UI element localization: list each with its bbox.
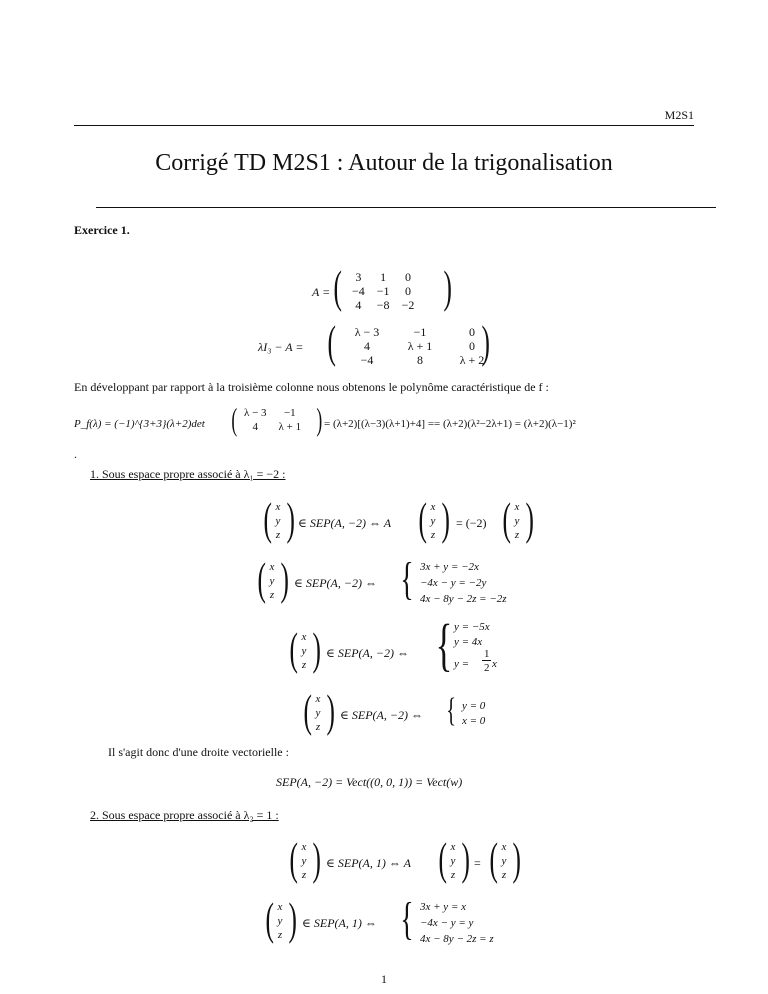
vector-entry: x: [277, 901, 283, 913]
conclusion-text: Il s'agit donc d'une droite vectorielle :: [108, 745, 289, 759]
system-line: 3x + y = x: [420, 901, 466, 913]
eq1-right: = (−2): [456, 516, 487, 530]
left-paren: (: [257, 553, 266, 604]
eq1-mid: ∈ SEP(A, −2) ⇔ A: [298, 516, 392, 530]
matrix-cell: λ + 2: [459, 353, 485, 367]
vector-entry: y: [501, 855, 507, 867]
matrix-cell: −1: [413, 325, 427, 339]
sys1-mid: ∈ SEP(A, −2) ⇔: [294, 576, 377, 590]
charpoly-rhs: = (λ+2)[(λ−3)(λ+1)+4] == (λ+2)(λ²−2λ+1) = (λ+2)(λ−1)²: [324, 418, 576, 430]
vector-xyz: [296, 630, 312, 672]
vector-xyz: [445, 840, 461, 882]
vector-entry: z: [430, 529, 436, 541]
vector-entry: y: [277, 915, 283, 927]
brace: {: [400, 553, 414, 604]
running-head: M2S1: [664, 108, 694, 122]
vector-xyz: [425, 500, 441, 542]
vector-entry: y: [269, 575, 275, 587]
left-paren: (: [489, 833, 498, 884]
vector-entry: z: [301, 869, 307, 881]
matrix-cell: λ + 1: [278, 421, 302, 433]
left-paren: (: [263, 493, 272, 544]
left-paren: (: [231, 401, 238, 437]
vector-entry: z: [450, 869, 456, 881]
right-paren: ): [481, 316, 490, 367]
matrix-cell: λ − 3: [244, 407, 267, 419]
matrix-cell: 0: [469, 339, 475, 353]
system-line: x = 0: [462, 715, 486, 727]
system-line: y = −5x: [454, 621, 490, 633]
matrix-cell: 4: [364, 339, 370, 353]
left-paren: (: [303, 685, 312, 736]
sys2-mid: ∈ SEP(A, −2) ⇔: [326, 646, 409, 660]
left-paren: (: [438, 833, 447, 884]
matrix-cell: 3: [355, 270, 362, 284]
vector-entry: z: [501, 869, 507, 881]
matrix-cell: 0: [469, 325, 475, 339]
vector-entry: x: [269, 561, 275, 573]
vector-entry: y: [301, 645, 307, 657]
frac-bar: [482, 660, 491, 661]
left-paren: (: [418, 493, 427, 544]
matrix-cell: −4: [360, 353, 374, 367]
vector-entry: z: [277, 929, 283, 941]
vector-entry: x: [514, 501, 520, 513]
matrix-a: [346, 270, 420, 312]
system-line: y = 0: [462, 700, 486, 712]
header-rule: [74, 125, 694, 126]
matrix-cell: −4: [352, 284, 365, 298]
brace: {: [446, 692, 457, 729]
matrix-cell: 8: [417, 353, 423, 367]
vector-entry: x: [275, 501, 281, 513]
matrix-cell: λ − 3: [354, 325, 380, 339]
stray-dot: .: [74, 447, 77, 461]
vector-entry: y: [315, 707, 321, 719]
section-1-label: 1. Sous espace propre associé à λ₁ = −2 :: [90, 467, 286, 481]
left-paren: (: [333, 261, 342, 312]
section-2-label: 2. Sous espace propre associé à λ₂ = 1 :: [90, 808, 279, 822]
system-line: 3x + y = −2x: [420, 561, 479, 573]
system-line: −4x − y = −2y: [420, 577, 487, 589]
frac-den: 2: [484, 662, 490, 674]
vector-xyz: [296, 840, 312, 882]
brace: {: [435, 612, 453, 677]
sep-result: SEP(A, −2) = Vect((0, 0, 1)) = Vect(w): [276, 775, 463, 789]
right-paren: ): [288, 893, 297, 944]
vector-entry: x: [315, 693, 321, 705]
matrix-cell: 4: [252, 421, 259, 433]
develop-text: En développant par rapport à la troisième colonne nous obtenons le polynôme caractéristique de f :: [74, 380, 549, 394]
vector-xyz: [496, 840, 512, 882]
vector-entry: x: [430, 501, 436, 513]
right-paren: ): [316, 401, 323, 437]
matrix-cell: −1: [283, 407, 296, 419]
vector-entry: x: [301, 841, 307, 853]
right-paren: ): [312, 623, 321, 674]
brace: {: [400, 893, 414, 944]
matrix-cell: 0: [404, 284, 411, 298]
s2-eq1-mid: ∈ SEP(A, 1) ⇔ A: [326, 856, 411, 870]
vector-entry: y: [450, 855, 456, 867]
frac-suffix: x: [492, 658, 497, 670]
system-line: 4x − 8y − 2z = −2z: [420, 593, 507, 605]
system-line: −4x − y = y: [420, 917, 474, 929]
matrix-cell: −1: [376, 284, 390, 298]
system-line: y = 4x: [454, 636, 483, 648]
title-rule: [96, 207, 716, 208]
vector-xyz: [509, 500, 525, 542]
right-paren: ): [525, 493, 534, 544]
right-paren: ): [312, 833, 321, 884]
vector-entry: y: [301, 855, 307, 867]
matrix-li-lhs: λI₃ − A =: [258, 340, 304, 354]
det-matrix: [238, 406, 307, 434]
s2-sys1-mid: ∈ SEP(A, 1) ⇔: [302, 916, 377, 930]
right-paren: ): [441, 493, 450, 544]
sys3-mid: ∈ SEP(A, −2) ⇔: [340, 708, 423, 722]
matrix-a-lhs: A =: [312, 285, 331, 299]
vector-entry: x: [450, 841, 456, 853]
page-title: Corrigé TD M2S1 : Autour de la trigonalisation: [155, 150, 613, 176]
matrix-cell: −8: [376, 298, 390, 312]
vector-xyz: [272, 900, 288, 942]
frac-num: 1: [484, 648, 490, 660]
s2-eq1-right: =: [474, 856, 481, 870]
vector-xyz: [270, 500, 286, 542]
vector-entry: z: [301, 659, 307, 671]
right-paren: ): [443, 261, 452, 312]
right-paren: ): [512, 833, 521, 884]
left-paren: (: [289, 833, 298, 884]
left-paren: (: [502, 493, 511, 544]
left-paren: (: [327, 316, 336, 367]
left-paren: (: [289, 623, 298, 674]
vector-entry: z: [269, 589, 275, 601]
left-paren: (: [265, 893, 274, 944]
charpoly-lhs: P_f(λ) = (−1)^{3+3}(λ+2)det: [74, 418, 205, 430]
vector-entry: y: [430, 515, 436, 527]
vector-entry: y: [514, 515, 520, 527]
right-paren: ): [461, 833, 470, 884]
exercise-label: Exercice 1.: [74, 223, 130, 237]
matrix-cell: 4: [355, 298, 362, 312]
right-paren: ): [286, 493, 295, 544]
vector-entry: z: [514, 529, 520, 541]
vector-entry: y: [275, 515, 281, 527]
matrix-cell: λ + 1: [407, 339, 433, 353]
right-paren: ): [280, 553, 289, 604]
matrix-cell: −2: [401, 298, 415, 312]
matrix-cell: 0: [404, 270, 411, 284]
vector-xyz: [310, 692, 326, 734]
system-line: 4x − 8y − 2z = z: [420, 933, 494, 945]
vector-entry: z: [315, 721, 321, 733]
frac-prefix: y =: [454, 658, 470, 670]
matrix-cell: 1: [380, 270, 387, 284]
vector-entry: x: [301, 631, 307, 643]
vector-entry: x: [501, 841, 507, 853]
vector-xyz: [264, 560, 280, 602]
matrix-li: [340, 325, 498, 367]
right-paren: ): [326, 685, 335, 736]
vector-entry: z: [275, 529, 281, 541]
page-number: 1: [381, 972, 387, 986]
